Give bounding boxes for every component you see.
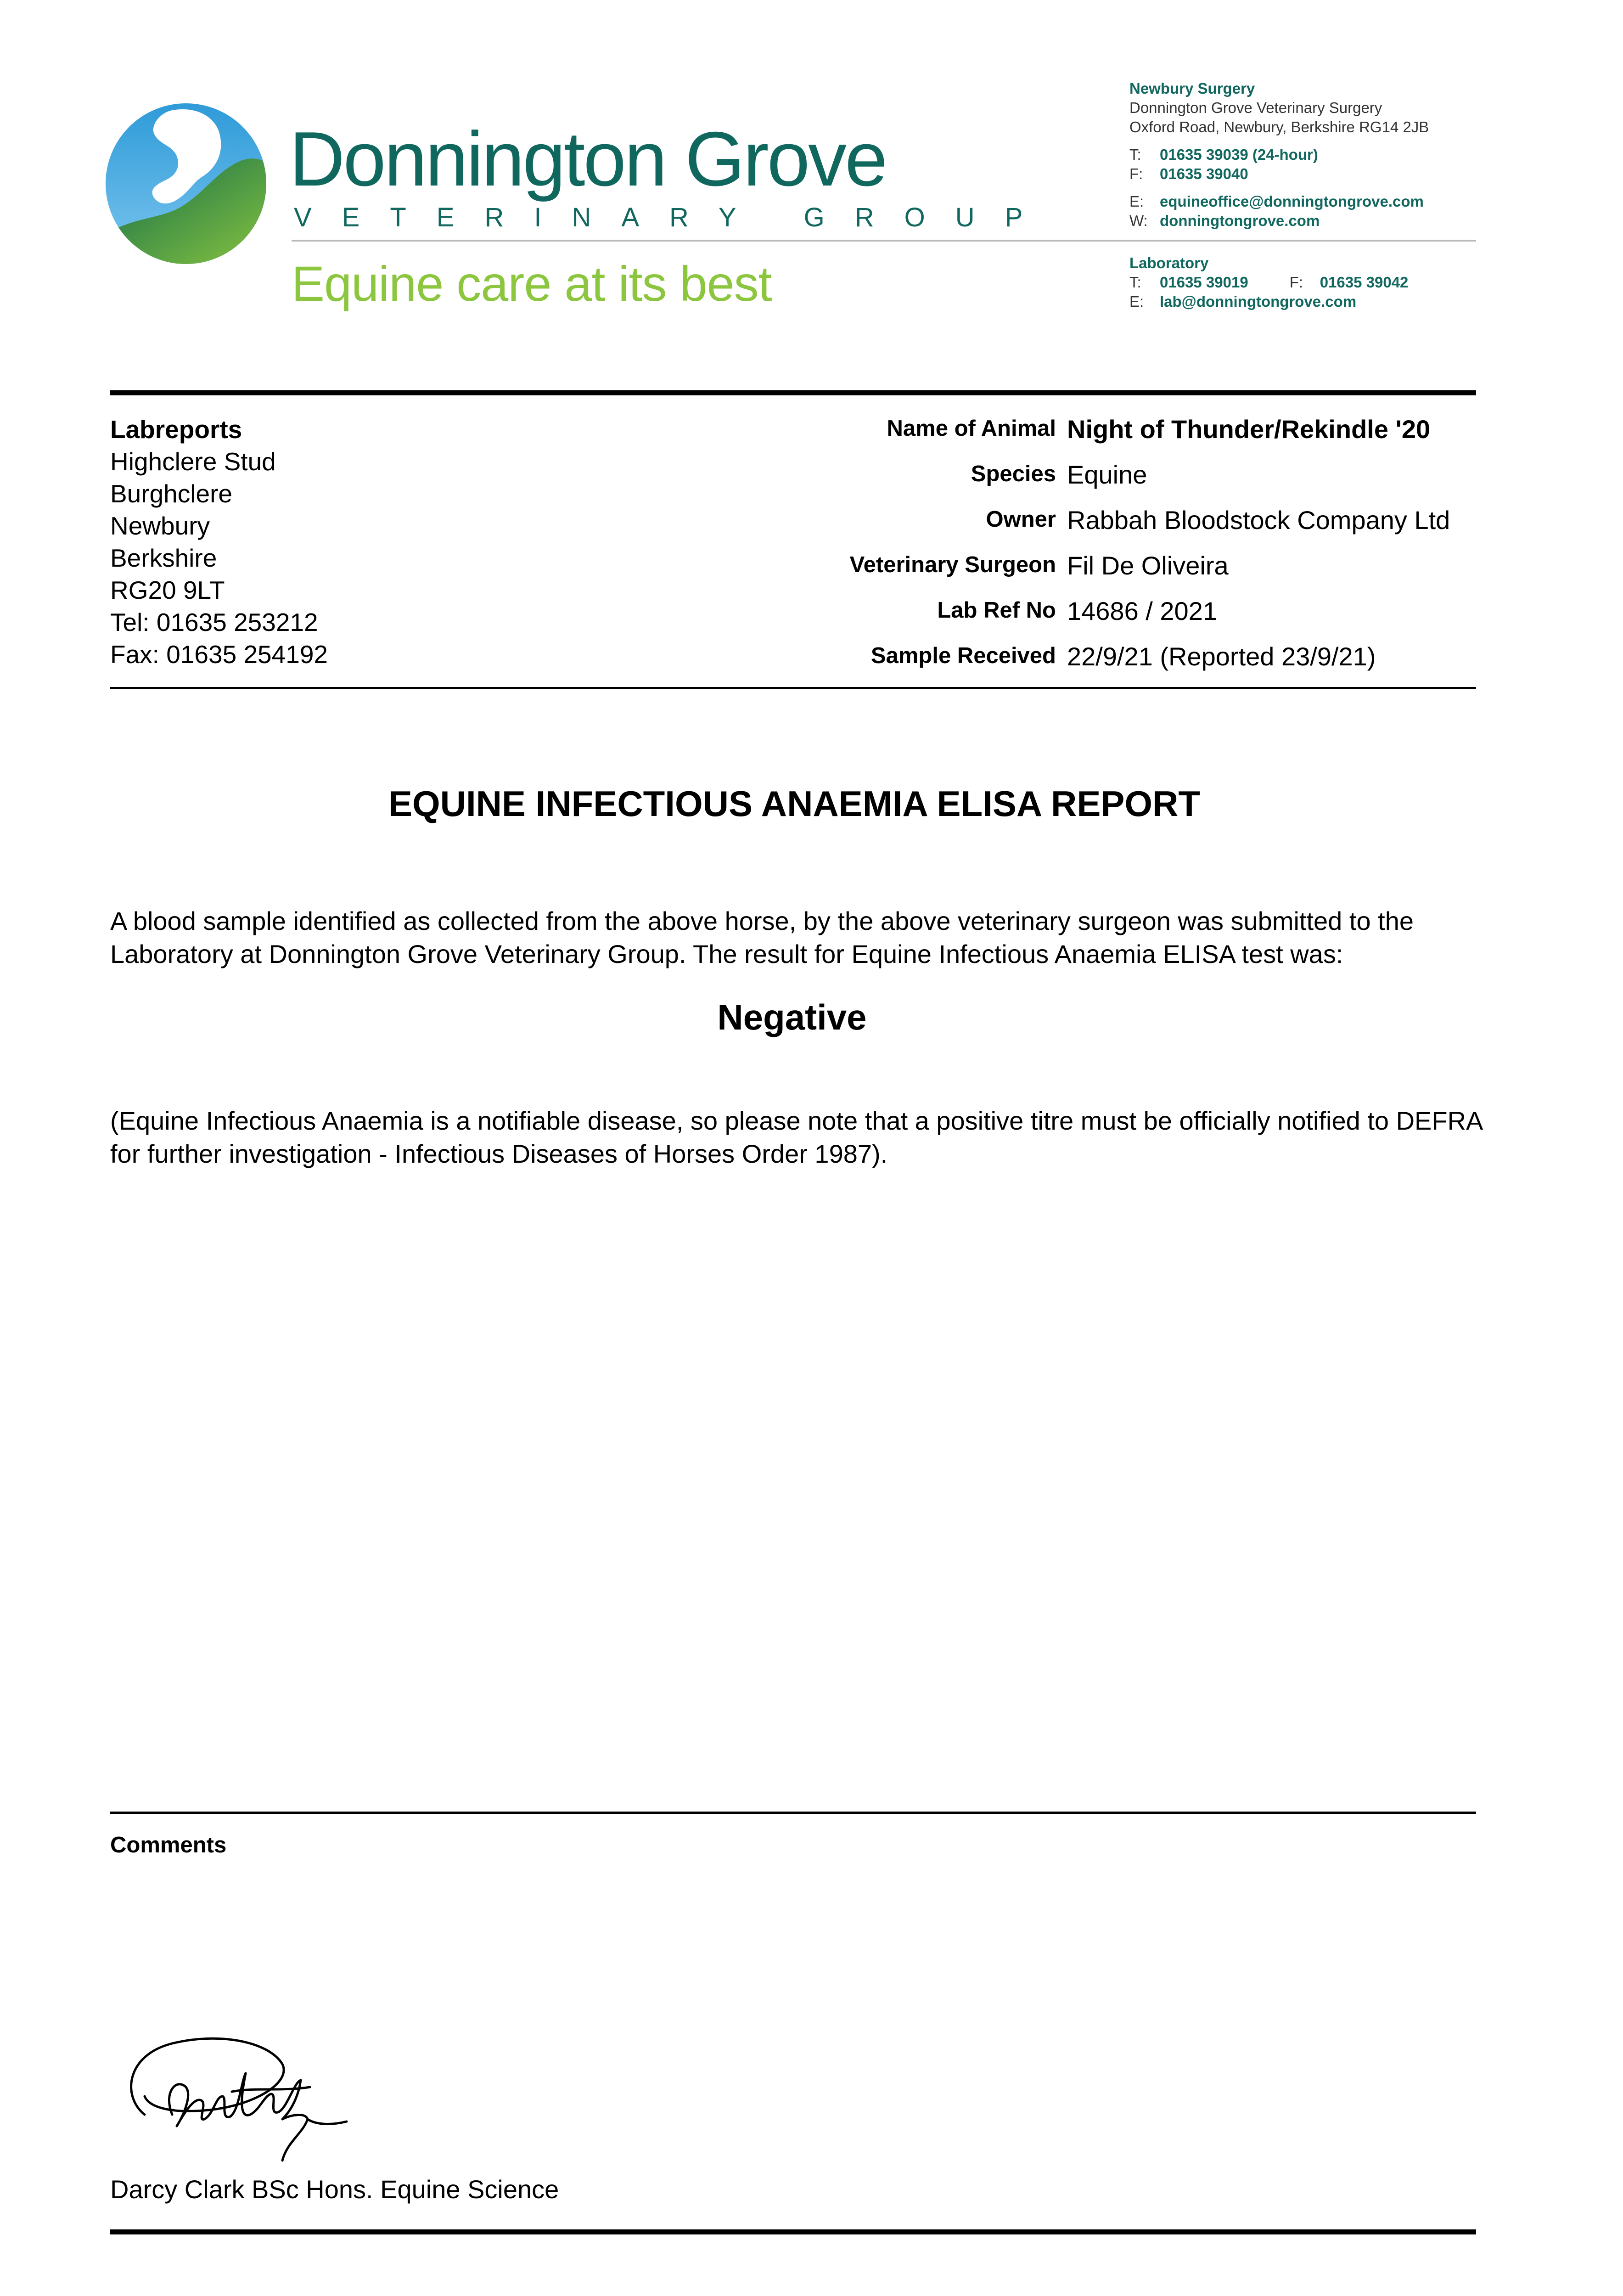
footer-divider bbox=[110, 2229, 1476, 2234]
brand-logo-icon bbox=[103, 101, 269, 266]
test-result: Negative bbox=[717, 997, 867, 1037]
detail-row-lab-ref bbox=[643, 595, 1450, 641]
detail-value: 14686 / 2021 bbox=[1067, 597, 1217, 625]
detail-row-veterinary-surgeon bbox=[643, 550, 1450, 595]
address-line: Newbury bbox=[110, 512, 210, 540]
recipient-address bbox=[110, 413, 328, 670]
laboratory-tel: 01635 39019 bbox=[1160, 274, 1248, 291]
address-line: Berkshire bbox=[110, 544, 217, 572]
detail-label: Veterinary Surgeon bbox=[849, 552, 1056, 577]
detail-label: Sample Received bbox=[870, 643, 1056, 668]
laboratory-fax: 01635 39042 bbox=[1320, 274, 1409, 291]
detail-value: Night of Thunder/Rekindle '20 bbox=[1067, 415, 1431, 444]
surgery-contact-block bbox=[1129, 79, 1429, 231]
tel-key: T: bbox=[1129, 274, 1141, 291]
detail-value: 22/9/21 (Reported 23/9/21) bbox=[1067, 642, 1376, 671]
email-key: E: bbox=[1129, 193, 1144, 210]
laboratory-title: Laboratory bbox=[1129, 254, 1209, 271]
detail-label: Species bbox=[971, 461, 1056, 486]
details-divider bbox=[110, 687, 1476, 689]
address-postcode: RG20 9LT bbox=[110, 576, 225, 604]
surgery-address-line: Donnington Grove Veterinary Surgery bbox=[1129, 99, 1382, 116]
report-title: EQUINE INFECTIOUS ANAEMIA ELISA REPORT bbox=[388, 783, 1201, 824]
address-fax: Fax: 01635 254192 bbox=[110, 640, 328, 669]
detail-row-sample-received bbox=[643, 641, 1450, 686]
header-divider bbox=[110, 390, 1476, 395]
laboratory-email-link[interactable]: lab@donningtongrove.com bbox=[1160, 293, 1357, 310]
detail-value: Equine bbox=[1067, 460, 1147, 489]
surgery-title: Newbury Surgery bbox=[1129, 80, 1255, 97]
detail-label: Lab Ref No bbox=[937, 598, 1056, 623]
fax-key: F: bbox=[1129, 165, 1143, 182]
surgery-email-link[interactable]: equineoffice@donningtongrove.com bbox=[1160, 193, 1424, 210]
laboratory-contact-block bbox=[1129, 253, 1408, 311]
signatory-name: Darcy Clark BSc Hons. Equine Science bbox=[110, 2175, 559, 2204]
email-key: E: bbox=[1129, 293, 1144, 310]
tel-key: T: bbox=[1129, 146, 1141, 163]
surgery-fax: 01635 39040 bbox=[1160, 165, 1248, 182]
brand-name: Donnington Grove bbox=[289, 116, 886, 202]
detail-label: Owner bbox=[986, 507, 1056, 532]
brand-divider bbox=[292, 240, 1476, 242]
animal-details-table bbox=[643, 413, 1450, 686]
comments-divider bbox=[110, 1812, 1476, 1814]
web-key: W: bbox=[1129, 212, 1148, 229]
surgery-website-link[interactable]: donningtongrove.com bbox=[1160, 212, 1320, 229]
report-note: (Equine Infectious Anaemia is a notifiable disease, so please note that a positive titre must be officially notified to DEFRA for further investigation - Infectious Diseases of Horses Order 1987). bbox=[110, 1106, 1482, 1168]
address-line: Burghclere bbox=[110, 479, 232, 508]
report-intro: A blood sample identified as collected from the above horse, by the above veterinary surgeon was submitted to the Laboratory at Donnington Grove Veterinary Group. The result for Equine Infectious Anaemia ELISA test was: bbox=[110, 906, 1414, 968]
address-line: Highclere Stud bbox=[110, 447, 276, 476]
detail-row-owner bbox=[643, 504, 1450, 550]
detail-value: Rabbah Bloodstock Company Ltd bbox=[1067, 506, 1450, 535]
detail-row-species bbox=[643, 459, 1450, 504]
detail-label: Name of Animal bbox=[887, 416, 1056, 441]
address-tel: Tel: 01635 253212 bbox=[110, 608, 318, 636]
detail-value: Fil De Oliveira bbox=[1067, 551, 1229, 580]
surgery-tel: 01635 39039 (24-hour) bbox=[1160, 146, 1318, 163]
brand-subtitle: VETERINARY GROUP bbox=[294, 203, 1053, 232]
fax-key: F: bbox=[1289, 274, 1303, 291]
brand-tagline: Equine care at its best bbox=[292, 256, 772, 311]
signature-icon bbox=[117, 2027, 356, 2170]
comments-label: Comments bbox=[110, 1833, 227, 1857]
surgery-address-line: Oxford Road, Newbury, Berkshire RG14 2JB bbox=[1129, 118, 1429, 135]
detail-row-animal-name bbox=[643, 413, 1450, 459]
recipient-name: Labreports bbox=[110, 415, 242, 444]
